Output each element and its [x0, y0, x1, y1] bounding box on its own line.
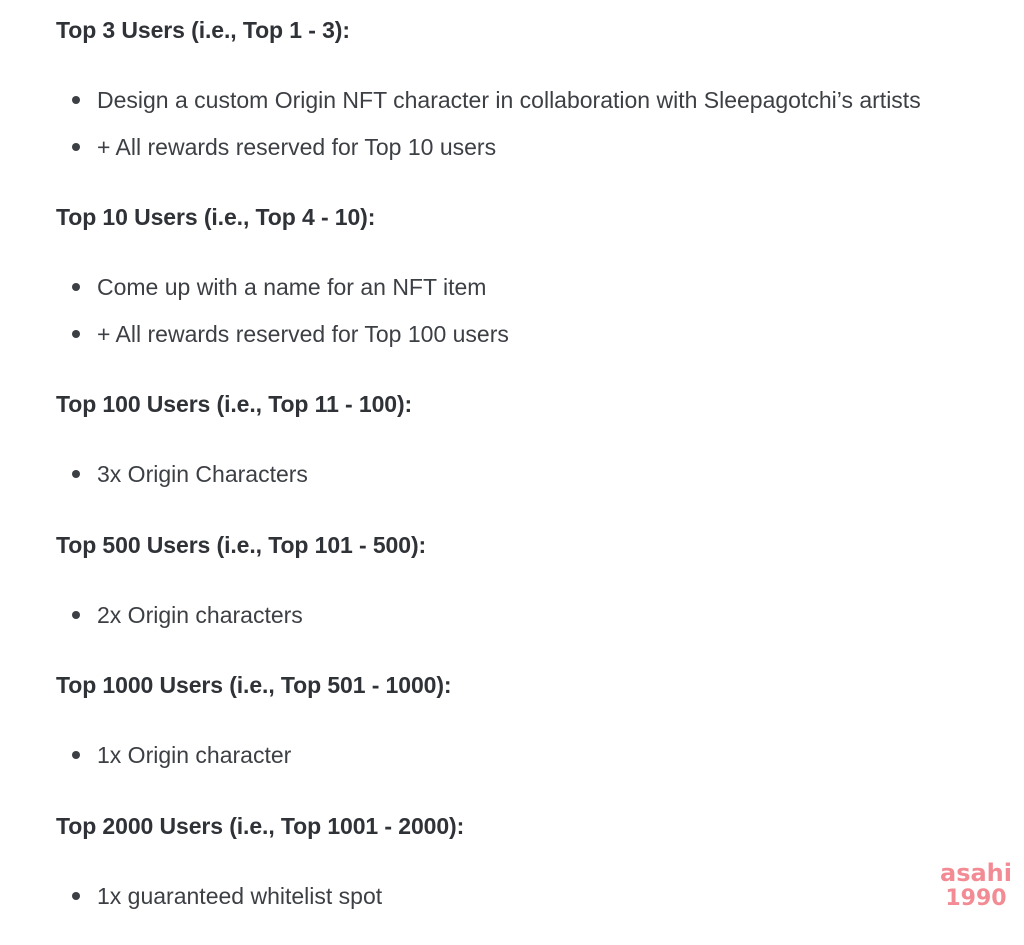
tier-top-100	[56, 389, 412, 489]
list-item	[56, 132, 921, 162]
reward-text: 3x Origin Characters	[97, 461, 308, 487]
tier-heading: Top 500 Users (i.e., Top 101 - 500):	[56, 532, 427, 558]
bullet-icon	[72, 892, 80, 900]
tier-heading: Top 10 Users (i.e., Top 4 - 10):	[56, 204, 376, 230]
bullet-icon	[72, 96, 80, 104]
bullet-icon	[72, 143, 80, 151]
bullet-icon	[72, 611, 80, 619]
tier-top-500	[56, 530, 426, 630]
reward-list	[56, 85, 921, 162]
reward-list	[56, 881, 464, 911]
reward-list	[56, 459, 412, 489]
bullet-icon	[72, 751, 80, 759]
bullet-icon	[72, 283, 80, 291]
list-item	[56, 319, 509, 349]
reward-text: Design a custom Origin NFT character in collaboration with Sleepagotchi’s artists	[97, 87, 921, 113]
list-item	[56, 740, 451, 770]
watermark-line1: asahi	[940, 859, 1012, 887]
tier-top-10	[56, 202, 509, 349]
list-item	[56, 85, 921, 115]
tier-top-3	[56, 15, 921, 162]
tier-heading: Top 2000 Users (i.e., Top 1001 - 2000):	[56, 813, 465, 839]
tier-heading: Top 3 Users (i.e., Top 1 - 3):	[56, 17, 350, 43]
list-item	[56, 881, 464, 911]
reward-list	[56, 600, 426, 630]
reward-text: + All rewards reserved for Top 100 users	[97, 321, 509, 347]
watermark-line2: 1990	[945, 886, 1007, 911]
tier-top-1000	[56, 670, 451, 770]
tier-heading: Top 100 Users (i.e., Top 11 - 100):	[56, 391, 413, 417]
list-item	[56, 272, 509, 302]
reward-list	[56, 740, 451, 770]
tier-heading: Top 1000 Users (i.e., Top 501 - 1000):	[56, 672, 452, 698]
reward-text: Come up with a name for an NFT item	[97, 274, 487, 300]
reward-text: 1x guaranteed whitelist spot	[97, 883, 383, 909]
reward-text: 2x Origin characters	[97, 602, 303, 628]
reward-list	[56, 272, 509, 349]
list-item	[56, 459, 412, 489]
reward-text: 1x Origin character	[97, 742, 292, 768]
bullet-icon	[72, 330, 80, 338]
reward-text: + All rewards reserved for Top 10 users	[97, 134, 497, 160]
watermark	[940, 860, 1012, 912]
tier-top-2000	[56, 811, 464, 911]
bullet-icon	[72, 470, 80, 478]
list-item	[56, 600, 426, 630]
